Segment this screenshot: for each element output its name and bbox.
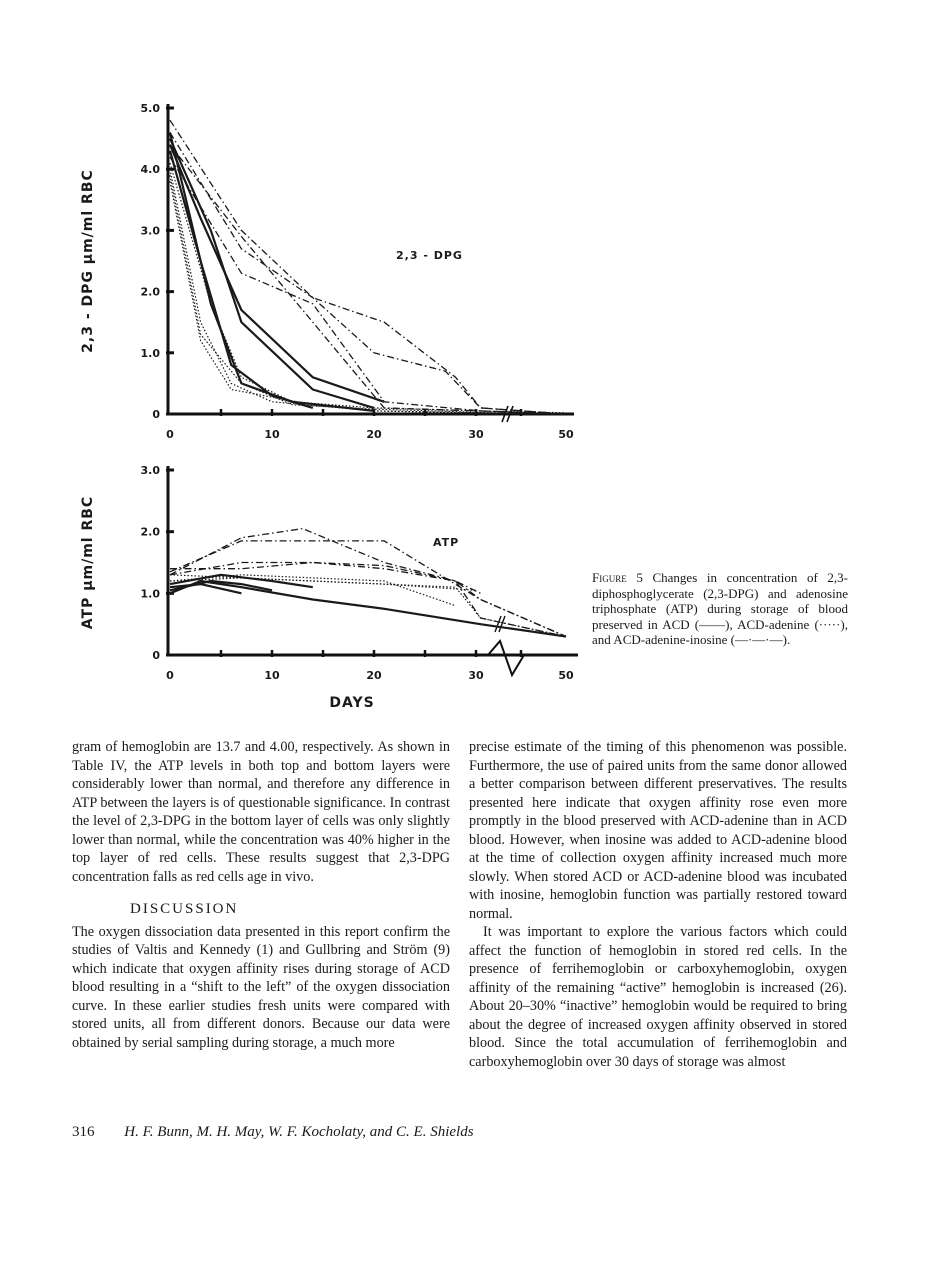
caption-text: Changes in concentration of 2,3-diphosphoglycerate (2,3-DPG) and adenosine triphosphate (ATP) during storage of blood preserved in ACD (——), ACD-adenine (·····), and ACD-adenine-inosine (—·—·—). bbox=[592, 570, 848, 647]
series-line-acd bbox=[170, 581, 566, 637]
y-axis-title: ATP μm/ml RBC bbox=[80, 495, 96, 630]
chart-title: ATP bbox=[433, 536, 460, 549]
right-column bbox=[469, 738, 847, 1071]
y-tick-label: 3.0 bbox=[140, 224, 160, 238]
discussion-heading: DISCUSSION bbox=[130, 901, 239, 917]
y-tick-label: 3.0 bbox=[140, 464, 160, 477]
right-paragraph-1: precise estimate of the timing of this phenomenon was possible. Furthermore, the use of paired units from the same donor allowed a better comparison between different preservatives. The results presented here indicate that oxygen affinity rose even more promptly in the blood preserved with ACD-adenine than in ACD blood. However, when inosine was added to ACD-adenine blood at the time of collection oxygen affinity increased much more slowly. When stored ACD or ACD-adenine blood was incubated with inosine, hemoglobin function was partially restored toward normal. bbox=[469, 739, 847, 922]
series-line-acd-adenine-inosine bbox=[170, 541, 566, 637]
y-tick-label: 0 bbox=[152, 649, 160, 662]
right-paragraph-2: It was important to explore the various factors which could affect the function of hemoglobin in stored red cells. In the presence of ferrihemoglobin or carboxyhemoglobin, oxygen affinity of the remaining “active” hemoglobin is increased (26). About 20–30% “inactive” hemoglobin would be required to bring about the degree of increased oxygen affinity observed in stored blood. Since the total accumulation of ferrihemoglobin and carboxyhemoglobin over 30 days of storage was almost bbox=[469, 924, 847, 1070]
series-line-acd bbox=[170, 133, 374, 411]
x-tick-label: 20 bbox=[366, 669, 382, 682]
x-tick-label: 50 bbox=[558, 669, 574, 682]
series-line-acd-adenine-inosine bbox=[170, 563, 566, 637]
x-tick-label: 10 bbox=[264, 669, 280, 682]
page-number: 316 bbox=[72, 1124, 95, 1140]
chart-title: 2,3 - DPG bbox=[396, 249, 463, 262]
left-column bbox=[72, 738, 450, 1052]
figure-label: Figure 5 bbox=[592, 570, 643, 585]
footer-authors: H. F. Bunn, M. H. May, W. F. Kocholaty, and C. E. Shields bbox=[124, 1124, 474, 1140]
x-tick-label: 0 bbox=[166, 669, 174, 682]
y-tick-label: 1.0 bbox=[140, 346, 160, 360]
x-tick-label: 50 bbox=[558, 428, 574, 441]
figure-caption bbox=[592, 570, 848, 648]
series-line-acd-adenine bbox=[170, 169, 566, 414]
y-tick-label: 1.0 bbox=[140, 587, 160, 601]
y-tick-label: 2.0 bbox=[140, 525, 160, 539]
series-line-acd-adenine bbox=[170, 175, 566, 414]
y-tick-label: 4.0 bbox=[140, 163, 160, 177]
series-line-acd-adenine-inosine bbox=[170, 120, 566, 414]
x-tick-label: 20 bbox=[366, 428, 382, 441]
axis-break-mark bbox=[488, 641, 524, 675]
y-tick-label: 2.0 bbox=[140, 285, 160, 299]
x-tick-label: 30 bbox=[468, 669, 484, 682]
x-axis-title: DAYS bbox=[329, 695, 375, 711]
y-tick-label: 5.0 bbox=[140, 102, 160, 115]
left-paragraph-1: gram of hemoglobin are 13.7 and 4.00, respectively. As shown in Table IV, the ATP levels in both top and bottom layers were considerably lower than normal, and therefore any difference in ATP between the layers is of questionable significance. In contrast the level of 2,3-DPG in the bottom layer of cells was only slightly lower than normal, while the concentration was 40% higher in the top layer of red cells. These results suggest that 2,3-DPG concentration falls as red cells age in vivo. bbox=[72, 739, 450, 885]
left-paragraph-2: The oxygen dissociation data presented in this report confirm the studies of Valtis and Kennedy (1) and Gullbring and Ström (9) which indicate that oxygen affinity rises during storage of ACD blood resulting in a “shift to the left” of the oxygen dissociation curve. In these earlier studies fresh units were compared with stored units, all from different donors. Because our data were obtained by serial sampling during storage, a much more bbox=[72, 923, 450, 1051]
y-tick-label: 0 bbox=[152, 408, 160, 421]
series-line-acd-adenine-inosine bbox=[170, 145, 566, 414]
page-footer bbox=[72, 1124, 852, 1141]
series-line-acd-adenine-inosine bbox=[170, 133, 566, 415]
y-axis-title: 2,3 - DPG μm/ml RBC bbox=[80, 169, 96, 353]
x-tick-label: 0 bbox=[166, 428, 174, 441]
x-tick-label: 30 bbox=[468, 428, 484, 441]
x-tick-label: 10 bbox=[264, 428, 280, 441]
